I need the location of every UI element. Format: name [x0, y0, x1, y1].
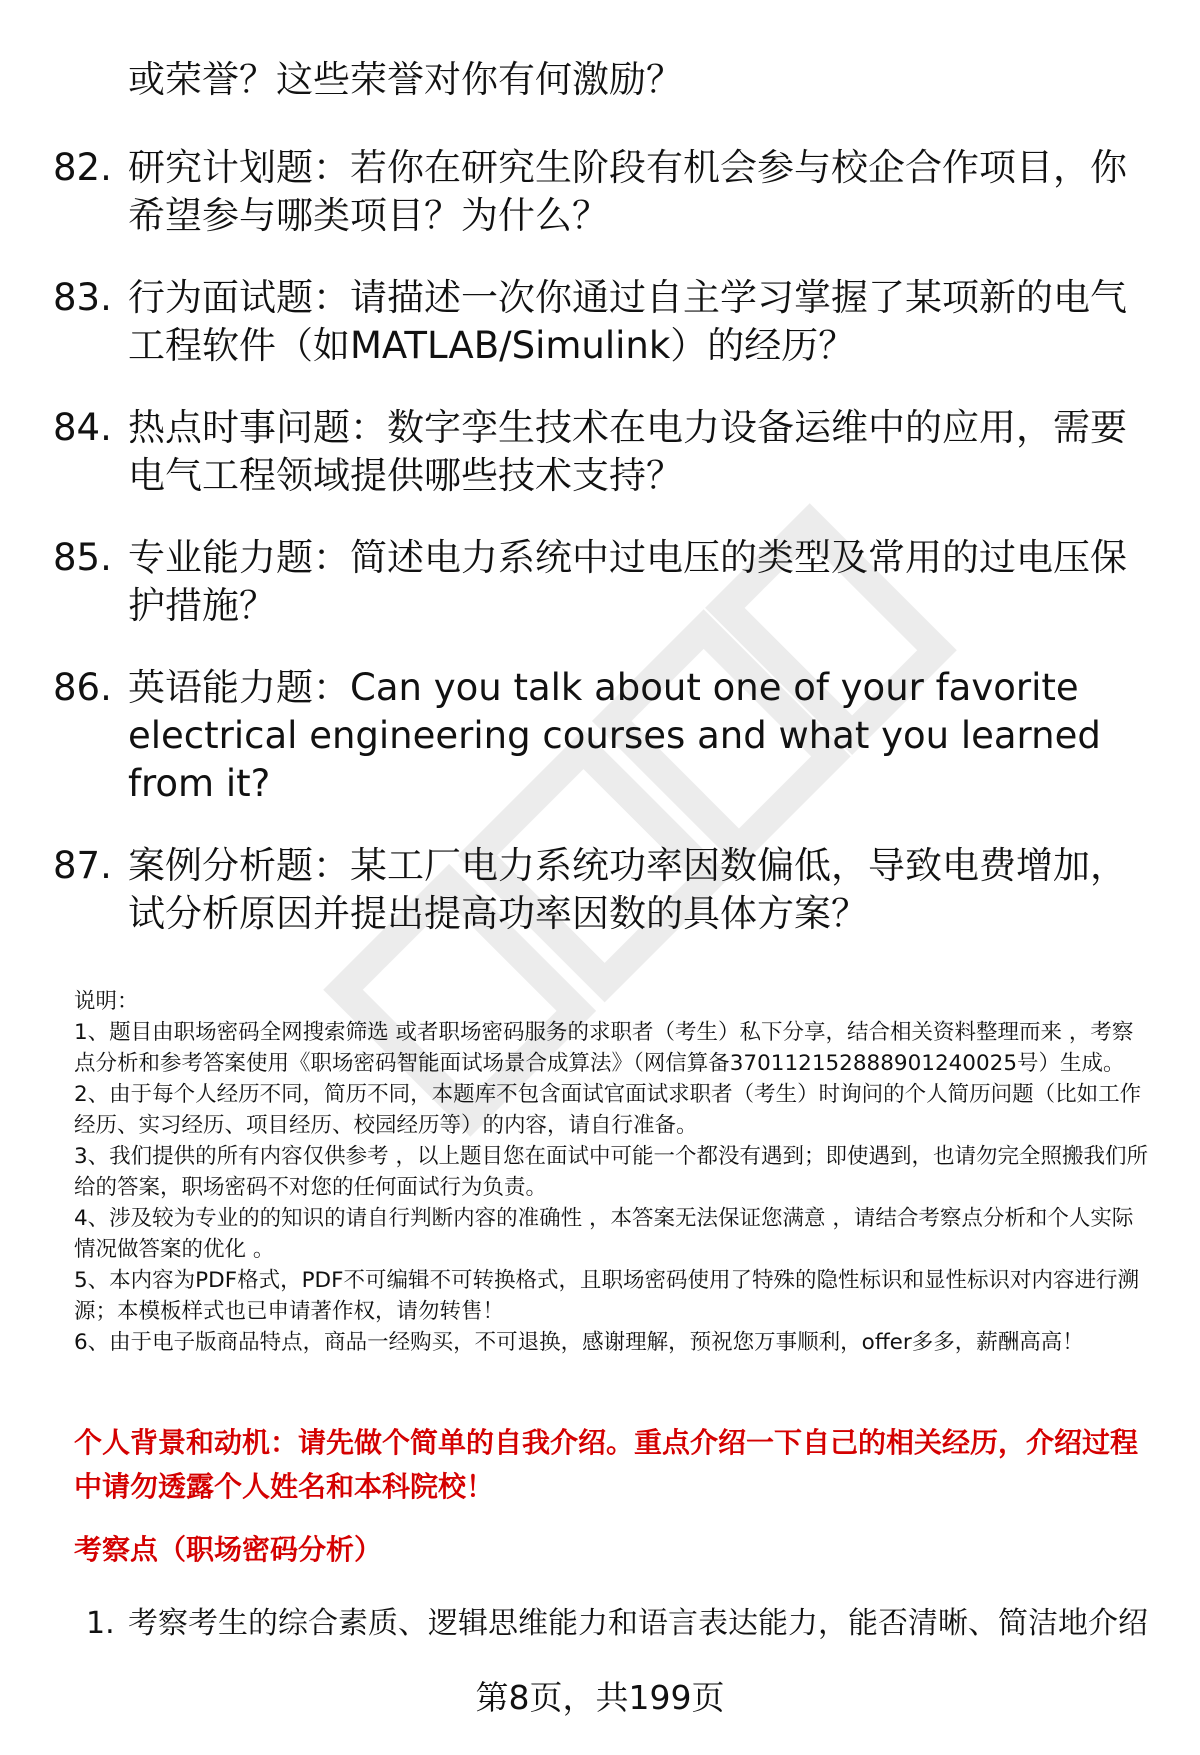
question-item: [53, 664, 1145, 808]
note-item: 4、涉及较为专业的的知识的请自行判断内容的准确性 ，本答案无法保证您满意 ，请结合考察点分析和个人实际情况做答案的优化 。: [74, 1206, 1134, 1262]
highlight-question: 个人背景和动机：请先做个简单的自我介绍。重点介绍一下自己的相关经历，介绍过程中请勿透露个人姓名和本科院校！: [74, 1426, 1139, 1503]
question-item: [53, 842, 1145, 938]
note-item: 6、由于电子版商品特点，商品一经购买，不可退换，感谢理解，预祝您万事顺利，offer多多，薪酬高高！: [74, 1330, 1084, 1355]
note-item: 2、由于每个人经历不同，简历不同，本题库不包含面试官面试求职者（考生）时询问的个人简历问题（比如工作经历、实习经历、项目经历、校园经历等）的内容，请自行准备。: [74, 1082, 1142, 1138]
question-text: 专业能力题：简述电力系统中过电压的类型及常用的过电压保护措施？: [128, 536, 1127, 627]
question-text: 热点时事问题：数字孪生技术在电力设备运维中的应用，需要电气工程领域提供哪些技术支持？: [128, 406, 1127, 497]
question-number: 83.: [53, 276, 112, 319]
question-text: 英语能力题：Can you talk about one of your favorite electrical engineering courses and what you learned from it?: [128, 666, 1101, 805]
note-item: 3、我们提供的所有内容仅供参考 ，以上题目您在面试中可能一个都没有遇到；即使遇到，也请勿完全照搬我们所给的答案，职场密码不对您的任何面试行为负责。: [74, 1144, 1149, 1200]
note-item: 5、本内容为PDF格式，PDF不可编辑不可转换格式，且职场密码使用了特殊的隐性标识和显性标识对内容进行溯源；本模板样式也已申请著作权，请勿转售！: [74, 1268, 1139, 1324]
page-footer: 第8页，共199页: [475, 1678, 725, 1717]
question-item: [53, 404, 1145, 500]
analysis-heading: 考察点（职场密码分析）: [74, 1533, 383, 1566]
analysis-point-text: 考察考生的综合素质、逻辑思维能力和语言表达能力，能否清晰、简洁地介绍: [128, 1606, 1148, 1641]
question-text: 案例分析题：某工厂电力系统功率因数偏低，导致电费增加，试分析原因并提出提高功率因数的具体方案？: [128, 844, 1127, 935]
question-number: 87.: [53, 844, 112, 887]
note-item: 1、题目由职场密码全网搜索筛选 或者职场密码服务的求职者（考生）私下分享，结合相关资料整理而来 ，考察点分析和参考答案使用《职场密码智能面试场景合成算法》（网信算备370112152888901240025号）生成。: [74, 1020, 1134, 1076]
question-item: [53, 144, 1145, 240]
question-number: 86.: [53, 666, 112, 709]
question-item: [53, 274, 1145, 370]
continued-question-text: 或荣誉？这些荣誉对你有何激励？: [128, 58, 683, 101]
analysis-point: [86, 1602, 1166, 1646]
notes-heading: 说明：: [74, 989, 139, 1014]
notes-section: [74, 986, 1154, 1358]
question-number: 84.: [53, 406, 112, 449]
question-number: 82.: [53, 146, 112, 189]
question-text: 行为面试题：请描述一次你通过自主学习掌握了某项新的电气工程软件（如MATLAB/Simulink）的经历？: [128, 276, 1127, 367]
question-item: [53, 534, 1145, 630]
analysis-point-number: 1.: [86, 1606, 115, 1641]
question-text: 研究计划题：若你在研究生阶段有机会参与校企合作项目，你希望参与哪类项目？为什么？: [128, 146, 1127, 237]
question-number: 85.: [53, 536, 112, 579]
question-list: [53, 144, 1145, 972]
